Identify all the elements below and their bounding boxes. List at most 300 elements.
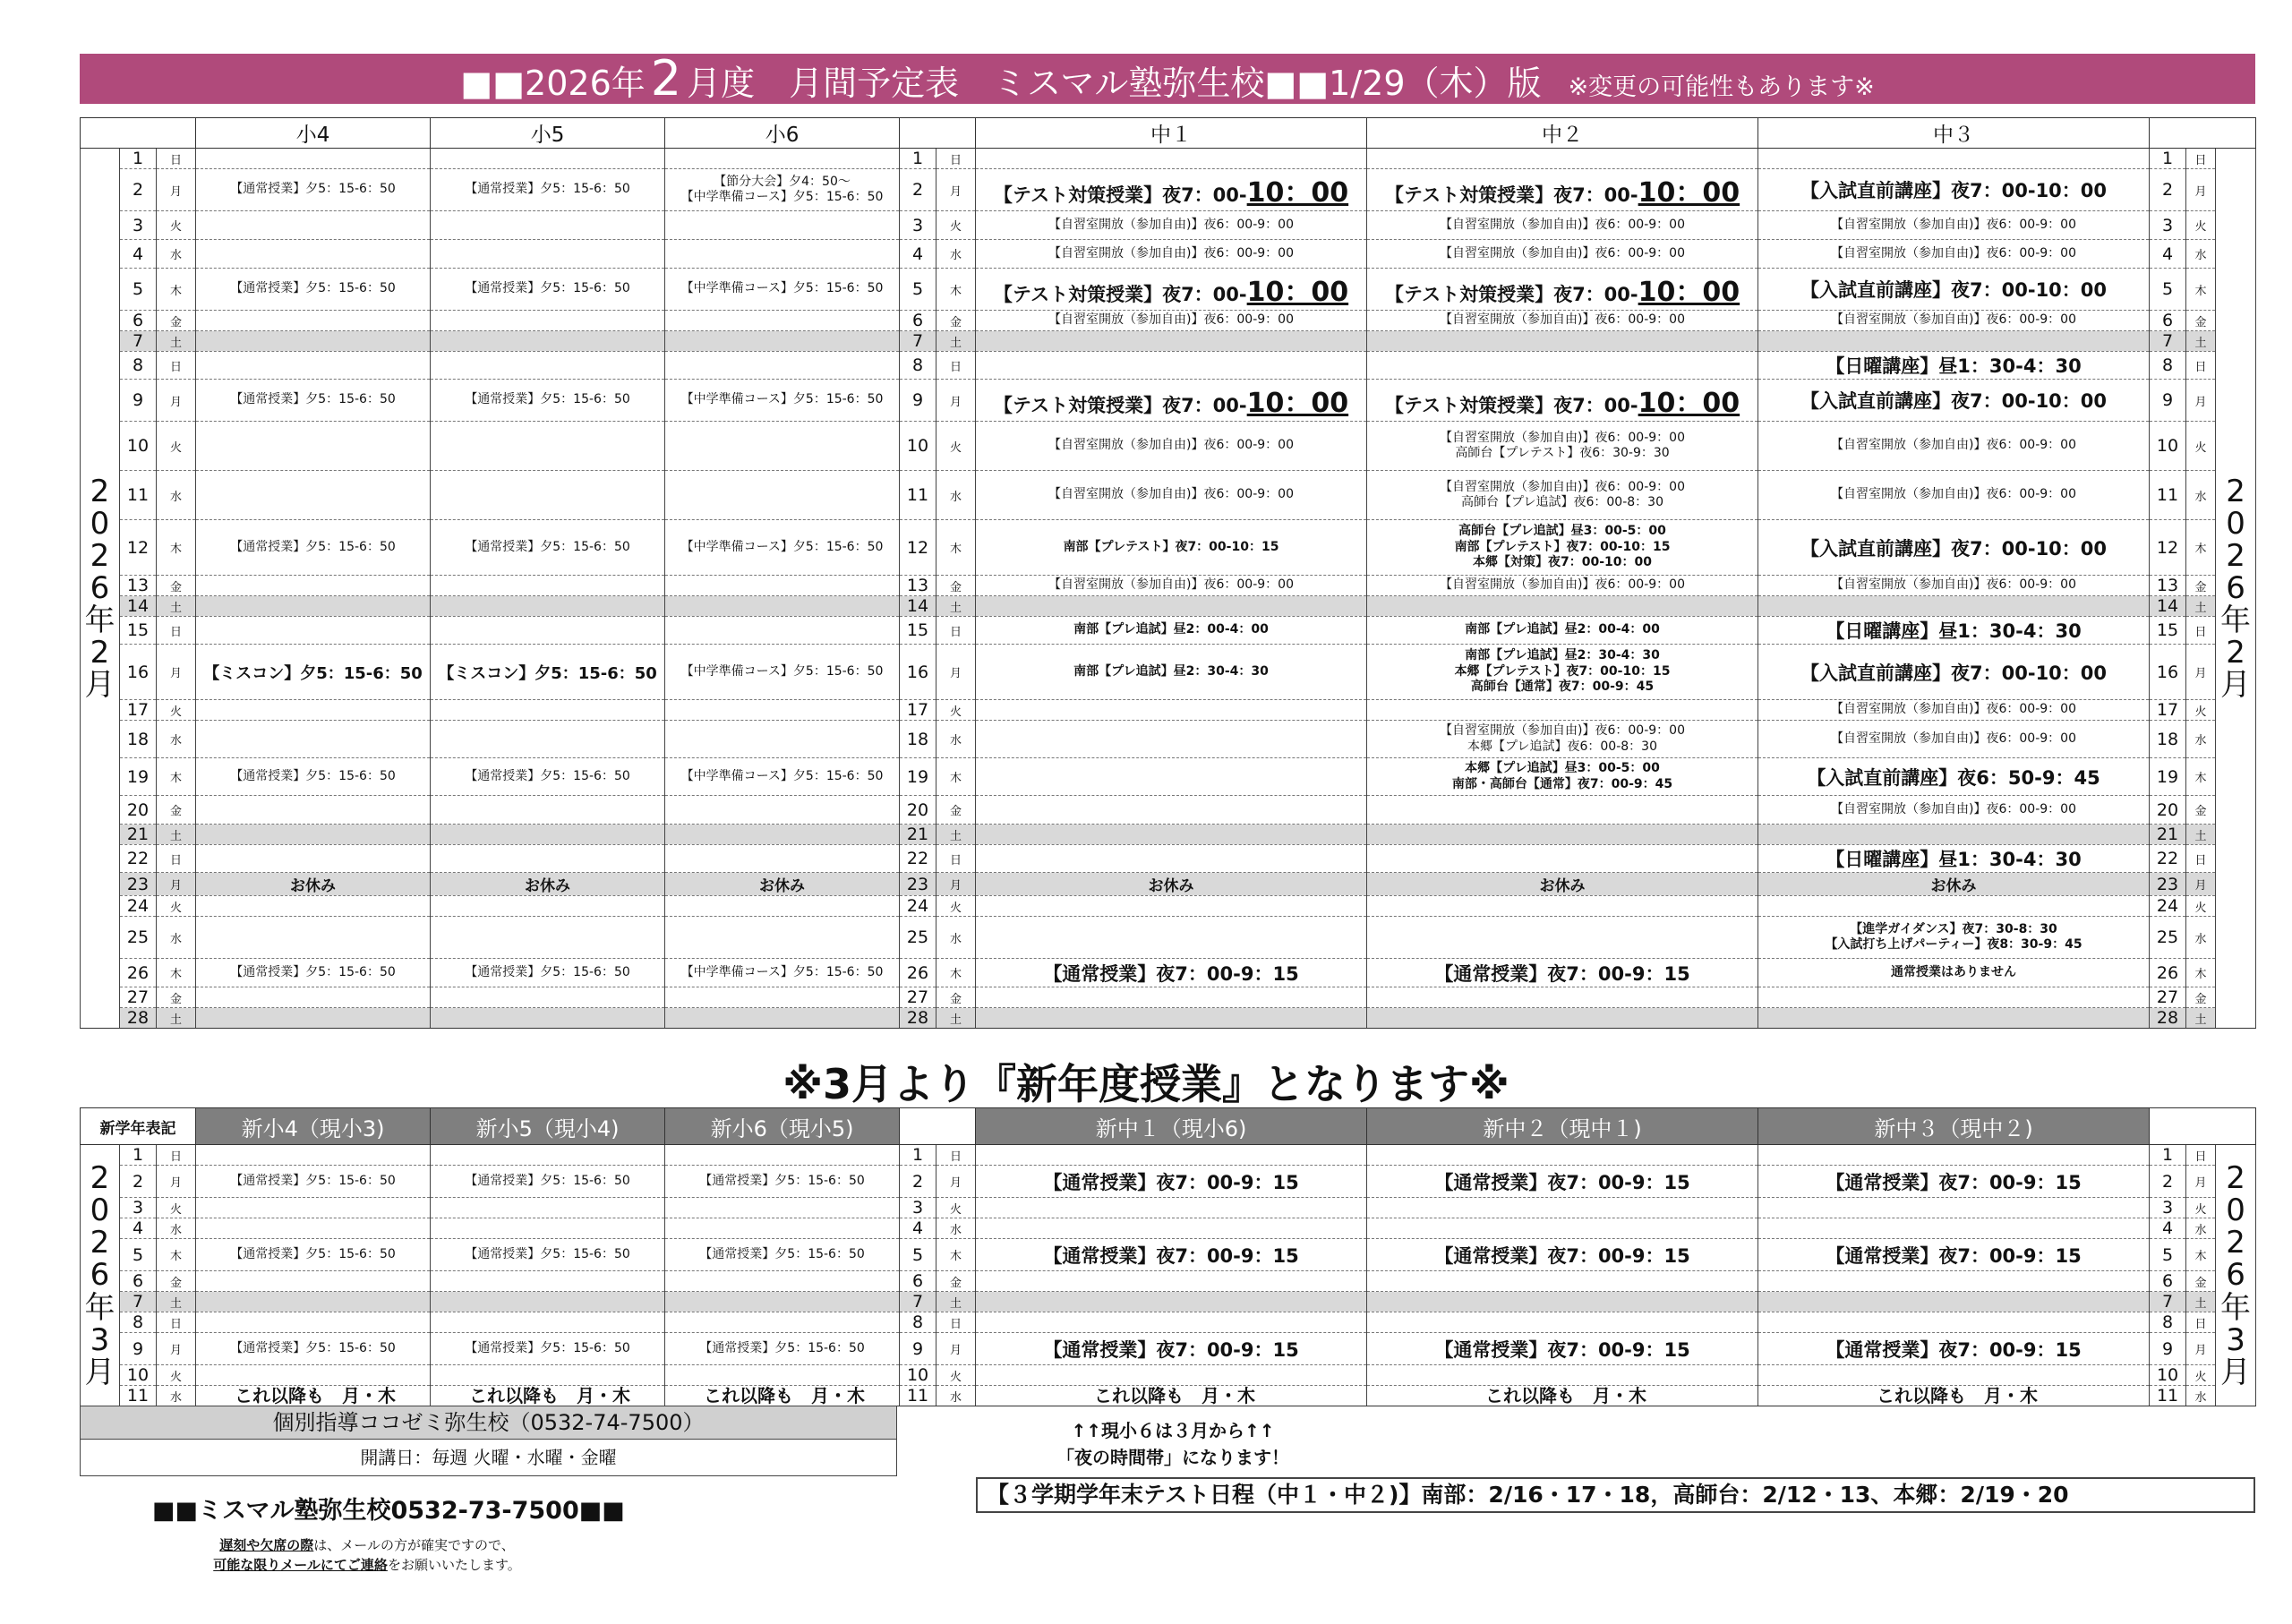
event-time-large: 10：00 <box>1638 177 1740 209</box>
event-cell <box>665 380 900 422</box>
day-number: 18 <box>2150 721 2186 758</box>
weekday: 水 <box>2186 240 2216 269</box>
event-cell <box>665 311 900 331</box>
weekday: 水 <box>157 1218 196 1239</box>
day-number: 7 <box>120 331 157 352</box>
event-text: 【自習室開放（参加自由)】夜6：00-9：00 <box>1048 312 1294 328</box>
weekday: 木 <box>936 520 976 576</box>
day-number: 7 <box>2150 1292 2186 1312</box>
event-cell <box>431 471 665 520</box>
weekday: 土 <box>936 825 976 845</box>
event-cell <box>431 331 665 352</box>
event-cell <box>196 331 431 352</box>
day-number: 8 <box>120 352 157 380</box>
weekday: 土 <box>2186 1292 2216 1312</box>
event-cell <box>1367 1271 1758 1292</box>
event-cell <box>196 1312 431 1333</box>
event-cell <box>1758 700 2150 721</box>
event-text: 本郷【プレテスト】夜7：00-10：15 <box>1454 663 1671 679</box>
event-text: 【中学準備コース】夕5：15-6：50 <box>680 392 884 407</box>
weekday: 水 <box>2186 471 2216 520</box>
weekday: 木 <box>936 269 976 311</box>
day-number: 19 <box>120 758 157 796</box>
day-number: 22 <box>900 845 936 873</box>
event-text: 【自習室開放（参加自由)】夜6：00-9：00 <box>1440 312 1685 328</box>
day-number: 26 <box>900 959 936 987</box>
weekday: 日 <box>2186 617 2216 645</box>
year-char: 2 <box>90 1225 110 1261</box>
event-text: 【自習室開放（参加自由)】夜6：00-9：00 <box>1048 245 1294 261</box>
event-text: 【通常授業】夕5：15-6：50 <box>699 1246 865 1261</box>
event-cell <box>1367 331 1758 352</box>
event-cell <box>431 758 665 796</box>
year-char: 3 <box>90 1321 110 1358</box>
event-cell <box>1367 520 1758 576</box>
day-row <box>81 1333 2256 1365</box>
day-row <box>81 1145 2256 1166</box>
event-text: 【通常授業】夜7：00-9：15 <box>1434 962 1690 985</box>
kobetsu-name: 個別指導ココゼミ弥生校（0532-74-7500） <box>81 1406 896 1440</box>
year-char: 年 <box>2220 603 2252 639</box>
event-cell <box>665 1271 900 1292</box>
day-number: 11 <box>2150 1386 2186 1406</box>
event-cell <box>196 959 431 987</box>
day-number: 17 <box>120 700 157 721</box>
event-text: お休み <box>290 877 337 895</box>
event-cell <box>976 1239 1367 1271</box>
day-row <box>81 721 2256 758</box>
weekday: 木 <box>157 758 196 796</box>
event-cell <box>976 1198 1367 1218</box>
event-cell <box>1367 758 1758 796</box>
day-number: 21 <box>120 825 157 845</box>
event-text: 【通常授業】夕5：15-6：50 <box>465 539 630 554</box>
weekday: 月 <box>2186 1333 2216 1365</box>
day-row <box>81 596 2256 617</box>
weekday: 水 <box>157 240 196 269</box>
event-text: 【自習室開放（参加自由)】夜6：00-9：00 <box>1440 479 1685 494</box>
banner-prefix: ■■2026年 <box>460 64 646 103</box>
day-number: 2 <box>900 169 936 211</box>
event-text: 【通常授業】夕5：15-6：50 <box>465 768 630 783</box>
event-cell <box>1367 311 1758 331</box>
event-text: 【通常授業】夕5：15-6：50 <box>465 281 630 296</box>
weekday: 土 <box>2186 331 2216 352</box>
event-text: 【ミスコン】夕5：15-6：50 <box>438 663 657 683</box>
event-cell <box>976 520 1367 576</box>
day-number: 10 <box>2150 422 2186 471</box>
event-cell <box>196 825 431 845</box>
year-char: 6 <box>2226 569 2245 606</box>
day-number: 9 <box>900 380 936 422</box>
event-cell <box>665 1333 900 1365</box>
day-number: 22 <box>120 845 157 873</box>
event-cell <box>1367 352 1758 380</box>
event-time-large: 10：00 <box>1638 277 1740 308</box>
weekday: 火 <box>936 896 976 917</box>
day-number: 27 <box>120 987 157 1008</box>
day-number: 27 <box>900 987 936 1008</box>
year-char: 2 <box>2226 1160 2245 1197</box>
day-row <box>81 1198 2256 1218</box>
event-cell <box>976 721 1367 758</box>
day-number: 4 <box>120 240 157 269</box>
day-number: 11 <box>900 1386 936 1406</box>
event-cell <box>976 645 1367 700</box>
weekday: 金 <box>936 311 976 331</box>
event-cell <box>1758 471 2150 520</box>
day-number: 18 <box>120 721 157 758</box>
weekday: 火 <box>157 700 196 721</box>
event-text: 【自習室開放（参加自由)】夜6：00-9：00 <box>1831 577 2076 593</box>
event-text: 【通常授業】夕5：15-6：50 <box>699 1173 865 1188</box>
day-row <box>81 700 2256 721</box>
event-cell <box>976 331 1367 352</box>
banner-title: 月度 月間予定表 ミスマル塾弥生校■■1/29（木）版 <box>687 64 1542 103</box>
day-number: 20 <box>120 796 157 825</box>
event-text: 【日曜講座】昼1：30-4：30 <box>1826 620 2082 642</box>
weekday: 水 <box>936 721 976 758</box>
event-text: 【テスト対策授業】夜7：00- <box>1384 395 1638 416</box>
event-text: 【自習室開放（参加自由)】夜6：00-9：00 <box>1831 487 2076 502</box>
day-number: 3 <box>120 1198 157 1218</box>
event-cell <box>976 1271 1367 1292</box>
event-cell <box>1758 211 2150 240</box>
event-cell <box>976 959 1367 987</box>
event-text: 本郷【プレ追試】昼3：00-5：00 <box>1465 761 1660 775</box>
weekday: 火 <box>2186 211 2216 240</box>
event-text: 【自習室開放（参加自由)】夜6：00-9：00 <box>1048 217 1294 232</box>
day-number: 13 <box>120 576 157 596</box>
event-cell <box>1758 1008 2150 1029</box>
event-cell <box>431 1312 665 1333</box>
year-month-right <box>2216 1145 2256 1406</box>
event-text: 【自習室開放（参加自由)】夜6：00-9：00 <box>1831 217 2076 232</box>
header-grade-4: 中１ <box>976 118 1367 149</box>
weekday: 金 <box>2186 796 2216 825</box>
banner-note: ※変更の可能性もあります※ <box>1568 73 1875 101</box>
weekday: 月 <box>936 380 976 422</box>
event-cell <box>1367 1218 1758 1239</box>
event-cell <box>1758 845 2150 873</box>
event-cell <box>196 987 431 1008</box>
day-number: 20 <box>900 796 936 825</box>
event-cell <box>665 240 900 269</box>
day-number: 2 <box>900 1166 936 1198</box>
event-cell <box>431 1145 665 1166</box>
weekday: 日 <box>936 149 976 169</box>
weekday: 金 <box>936 796 976 825</box>
event-cell <box>976 1145 1367 1166</box>
day-number: 23 <box>120 873 157 896</box>
day-number: 23 <box>2150 873 2186 896</box>
year-char: 6 <box>90 569 110 606</box>
header-grade-6: 中３ <box>1758 118 2150 149</box>
weekday: 金 <box>157 576 196 596</box>
note-underline-1: 遅刻や欠席の際 <box>219 1537 314 1553</box>
event-cell <box>976 422 1367 471</box>
day-number: 4 <box>900 1218 936 1239</box>
day-row <box>81 796 2256 825</box>
event-cell <box>196 645 431 700</box>
event-cell <box>976 596 1367 617</box>
event-text: 【入試直前講座】夜7：00-10：00 <box>1800 662 2108 684</box>
year-char: 月 <box>84 667 115 704</box>
event-text: 【自習室開放（参加自由)】夜6：00-9：00 <box>1831 438 2076 453</box>
day-row <box>81 987 2256 1008</box>
event-cell <box>196 873 431 896</box>
day-row <box>81 825 2256 845</box>
weekday: 水 <box>936 1386 976 1406</box>
weekday: 水 <box>2186 1218 2216 1239</box>
event-cell <box>665 721 900 758</box>
event-cell <box>976 845 1367 873</box>
day-row <box>81 352 2256 380</box>
continuation-chu3: これ以降も 月・木 <box>1877 1385 2038 1406</box>
event-cell <box>1758 896 2150 917</box>
event-cell <box>431 721 665 758</box>
event-cell <box>976 471 1367 520</box>
day-number: 25 <box>120 917 157 959</box>
day-number: 3 <box>900 1198 936 1218</box>
event-cell <box>431 269 665 311</box>
event-cell <box>976 211 1367 240</box>
header-row <box>81 1108 2256 1145</box>
event-text: 【中学準備コース】夕5：15-6：50 <box>680 663 884 679</box>
event-text: 【日曜講座】昼1：30-4：30 <box>1826 355 2082 377</box>
weekday: 日 <box>2186 1312 2216 1333</box>
header-row <box>81 118 2256 149</box>
event-text: 【通常授業】夕5：15-6：50 <box>465 182 630 197</box>
event-cell <box>1758 758 2150 796</box>
event-text: 【通常授業】夕5：15-6：50 <box>230 768 396 783</box>
event-text: 【自習室開放（参加自由)】夜6：00-9：00 <box>1831 245 2076 261</box>
weekday: 木 <box>157 269 196 311</box>
weekday: 水 <box>936 240 976 269</box>
event-cell <box>431 380 665 422</box>
event-cell <box>665 825 900 845</box>
event-cell <box>1758 721 2150 758</box>
event-cell <box>1367 1008 1758 1029</box>
event-cell <box>1367 1333 1758 1365</box>
weekday: 月 <box>936 1333 976 1365</box>
event-text: 【通常授業】夜7：00-9：15 <box>1826 1171 2082 1193</box>
weekday: 水 <box>157 917 196 959</box>
weekday: 木 <box>2186 520 2216 576</box>
day-number: 21 <box>900 825 936 845</box>
day-number: 10 <box>120 422 157 471</box>
weekday: 金 <box>2186 576 2216 596</box>
event-cell <box>431 987 665 1008</box>
weekday: 金 <box>2186 1271 2216 1292</box>
weekday: 火 <box>2186 700 2216 721</box>
day-row <box>81 1008 2256 1029</box>
weekday: 月 <box>157 645 196 700</box>
weekday: 月 <box>157 1166 196 1198</box>
event-cell <box>431 873 665 896</box>
event-cell <box>1367 149 1758 169</box>
event-cell <box>1367 1166 1758 1198</box>
weekday: 金 <box>936 987 976 1008</box>
weekday: 土 <box>936 596 976 617</box>
day-number: 15 <box>2150 617 2186 645</box>
day-number: 6 <box>120 311 157 331</box>
event-text: 【テスト対策授業】夜7：00- <box>993 395 1247 416</box>
event-cell <box>665 1239 900 1271</box>
event-text: 高師台【プレテスト】夜6：30-9：30 <box>1455 446 1670 460</box>
day-number: 26 <box>2150 959 2186 987</box>
day-number: 25 <box>2150 917 2186 959</box>
weekday: 金 <box>2186 987 2216 1008</box>
weekday: 金 <box>936 576 976 596</box>
event-cell <box>196 211 431 240</box>
event-cell <box>976 917 1367 959</box>
year-char: 3 <box>2226 1321 2245 1358</box>
event-cell <box>1758 1166 2150 1198</box>
march-notice: ※3月より『新年度授業』となります※ <box>783 1060 1509 1108</box>
event-cell <box>976 700 1367 721</box>
weekday: 月 <box>157 873 196 896</box>
day-row <box>81 331 2256 352</box>
event-cell <box>665 149 900 169</box>
event-text: 南部【プレ追試】昼2：30-4：30 <box>1073 663 1269 679</box>
year-char: 0 <box>90 1192 110 1229</box>
year-char: 2 <box>90 1160 110 1197</box>
event-text: 【自習室開放（参加自由)】夜6：00-9：00 <box>1440 723 1685 738</box>
event-cell <box>1367 617 1758 645</box>
year-char: 2 <box>2226 1225 2245 1261</box>
day-number: 1 <box>2150 149 2186 169</box>
day-number: 11 <box>120 471 157 520</box>
event-cell <box>431 700 665 721</box>
day-number: 2 <box>120 169 157 211</box>
day-number: 14 <box>900 596 936 617</box>
weekday: 水 <box>936 1218 976 1239</box>
event-text: 【入試直前講座】夜7：00-10：00 <box>1800 279 2108 301</box>
event-cell <box>665 596 900 617</box>
day-number: 28 <box>2150 1008 2186 1029</box>
header-grade-2: 新小5（現小4) <box>431 1108 665 1145</box>
weekday: 日 <box>936 845 976 873</box>
event-cell <box>431 1292 665 1312</box>
year-char: 2 <box>2226 537 2245 574</box>
weekday: 木 <box>2186 959 2216 987</box>
event-cell <box>976 617 1367 645</box>
event-cell <box>1367 1198 1758 1218</box>
event-cell <box>196 422 431 471</box>
continuation-sho5: これ以降も 月・木 <box>469 1385 630 1406</box>
day-number: 8 <box>2150 352 2186 380</box>
day-number: 2 <box>120 1166 157 1198</box>
note-text-2: をお願いいたします。 <box>387 1557 521 1573</box>
weekday: 木 <box>936 758 976 796</box>
weekday: 日 <box>2186 1145 2216 1166</box>
event-cell <box>196 380 431 422</box>
event-text: お休み <box>525 877 571 895</box>
day-number: 3 <box>120 211 157 240</box>
day-number: 5 <box>2150 1239 2186 1271</box>
event-text: 【テスト対策授業】夜7：00- <box>993 184 1247 206</box>
event-cell <box>1758 987 2150 1008</box>
year-char: 0 <box>2226 1192 2245 1229</box>
event-cell <box>976 1218 1367 1239</box>
event-cell <box>431 959 665 987</box>
weekday: 月 <box>2186 645 2216 700</box>
header-grade-5: 中２ <box>1367 118 1758 149</box>
event-text: 【日曜講座】昼1：30-4：30 <box>1826 849 2082 870</box>
day-row <box>81 1166 2256 1198</box>
event-text: 【入試直前講座】夜6：50-9：45 <box>1807 766 2100 789</box>
event-cell <box>196 1166 431 1198</box>
day-number: 12 <box>900 520 936 576</box>
day-number: 1 <box>120 149 157 169</box>
event-text: 【ミスコン】夕5：15-6：50 <box>203 663 423 683</box>
event-cell <box>976 896 1367 917</box>
day-row <box>81 422 2256 471</box>
weekday: 月 <box>2186 873 2216 896</box>
day-number: 5 <box>120 1239 157 1271</box>
day-number: 6 <box>900 311 936 331</box>
weekday: 水 <box>936 471 976 520</box>
day-number: 4 <box>120 1218 157 1239</box>
weekday: 火 <box>2186 422 2216 471</box>
event-cell <box>665 987 900 1008</box>
weekday: 金 <box>157 1271 196 1292</box>
event-text: 【テスト対策授業】夜7：00- <box>993 284 1247 305</box>
event-cell <box>1367 596 1758 617</box>
weekday: 火 <box>157 422 196 471</box>
header-grade-5: 新中２（現中１) <box>1367 1108 1758 1145</box>
day-row <box>81 169 2256 211</box>
event-time-large: 10：00 <box>1246 277 1349 308</box>
weekday: 水 <box>2186 917 2216 959</box>
event-cell <box>196 240 431 269</box>
event-cell <box>665 576 900 596</box>
event-cell <box>1367 1312 1758 1333</box>
weekday: 日 <box>157 617 196 645</box>
day-number: 9 <box>120 1333 157 1365</box>
weekday: 火 <box>157 896 196 917</box>
event-cell <box>431 896 665 917</box>
day-number: 9 <box>2150 380 2186 422</box>
day-number: 9 <box>120 380 157 422</box>
day-number: 15 <box>120 617 157 645</box>
event-cell <box>431 617 665 645</box>
weekday: 日 <box>157 1312 196 1333</box>
event-text: 【通常授業】夕5：15-6：50 <box>465 1340 630 1355</box>
weekday: 水 <box>157 1386 196 1406</box>
event-cell <box>1758 617 2150 645</box>
event-cell <box>665 1145 900 1166</box>
event-cell <box>1758 149 2150 169</box>
weekday: 水 <box>936 917 976 959</box>
event-text: 【自習室開放（参加自由)】夜6：00-9：00 <box>1831 731 2076 746</box>
weekday: 月 <box>157 380 196 422</box>
event-cell <box>976 1008 1367 1029</box>
year-month-right <box>2216 149 2256 1029</box>
event-cell <box>665 1292 900 1312</box>
day-number: 5 <box>900 1239 936 1271</box>
weekday: 日 <box>157 845 196 873</box>
day-number: 15 <box>900 617 936 645</box>
weekday: 日 <box>2186 352 2216 380</box>
day-number: 8 <box>120 1312 157 1333</box>
day-number: 22 <box>2150 845 2186 873</box>
event-cell <box>665 617 900 645</box>
day-row <box>81 211 2256 240</box>
event-cell <box>976 240 1367 269</box>
event-cell <box>196 576 431 596</box>
